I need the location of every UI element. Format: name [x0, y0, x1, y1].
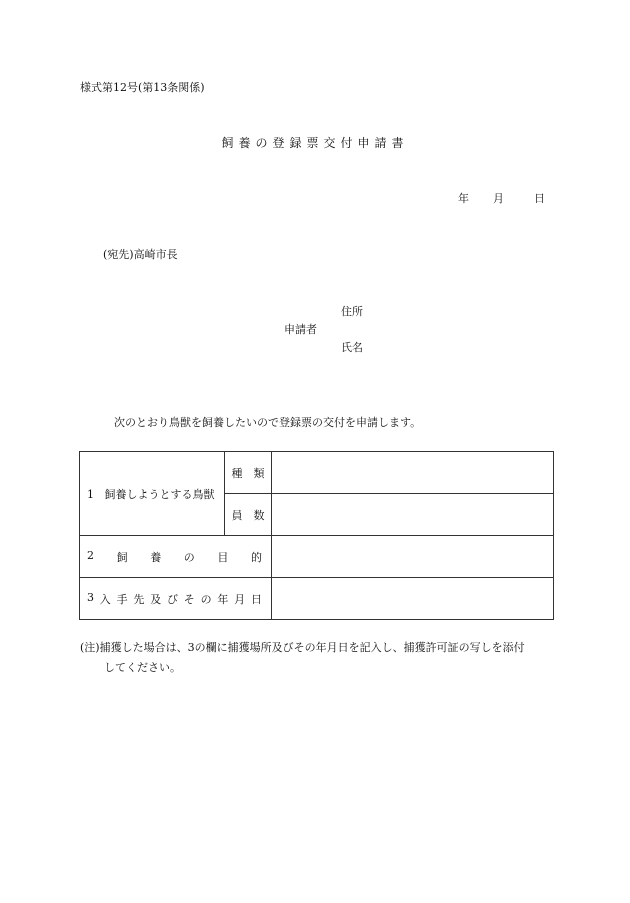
acquisition-label: [80, 578, 272, 620]
date-year-label: 年: [458, 192, 469, 205]
acquisition-char: 年: [217, 592, 229, 606]
request-statement: 次のとおり鳥獣を飼養したいので登録票の交付を申請します。: [114, 416, 422, 429]
table-row: [80, 578, 554, 620]
target-species-label: 飼養しようとする鳥獣: [104, 487, 215, 501]
row-number: 1: [87, 487, 94, 501]
note-line-1: (注)捕獲した場合は、3の欄に捕獲場所及びその年月日を記入し、捕獲許可証の写しを添付: [80, 641, 525, 654]
applicant-name-label: 氏名: [341, 341, 363, 354]
date-day-label: 日: [534, 192, 545, 205]
purpose-label: [80, 536, 272, 578]
purpose-char: 養: [150, 550, 162, 564]
date-month-label: 月: [493, 192, 504, 205]
applicant-label: 申請者: [284, 323, 317, 336]
row-number: 2: [87, 548, 94, 562]
acquisition-field[interactable]: [272, 578, 554, 620]
acquisition-char: び: [166, 592, 178, 606]
acquisition-char: 及: [150, 592, 162, 606]
acquisition-char: 月: [234, 592, 246, 606]
detail-table: [79, 451, 554, 620]
head-count-field[interactable]: [272, 494, 554, 536]
document-title: 飼養の登録票交付申請書: [221, 136, 409, 150]
acquisition-char: 日: [250, 592, 262, 606]
acquisition-char: 先: [133, 592, 145, 606]
head-count-label: 員 数: [225, 494, 272, 536]
acquisition-char: そ: [183, 592, 195, 606]
acquisition-char: 入: [99, 592, 111, 606]
species-type-field[interactable]: [272, 452, 554, 494]
purpose-char: 的: [250, 550, 262, 564]
acquisition-char: 手: [116, 592, 128, 606]
row-number: 3: [87, 590, 94, 604]
purpose-field[interactable]: [272, 536, 554, 578]
purpose-char: 飼: [116, 550, 128, 564]
applicant-address-label: 住所: [341, 305, 363, 318]
table-row: [80, 452, 554, 494]
species-type-label: 種 類: [225, 452, 272, 494]
acquisition-char: の: [200, 592, 212, 606]
table-row: [80, 536, 554, 578]
species-row-label: [80, 452, 225, 536]
addressee: (宛先)高崎市長: [103, 248, 178, 261]
note-line-2: してください。: [104, 661, 181, 674]
date-line: [458, 193, 545, 204]
form-number: 様式第12号(第13条関係): [80, 81, 205, 94]
purpose-char: 目: [217, 550, 229, 564]
purpose-char: の: [183, 550, 195, 564]
